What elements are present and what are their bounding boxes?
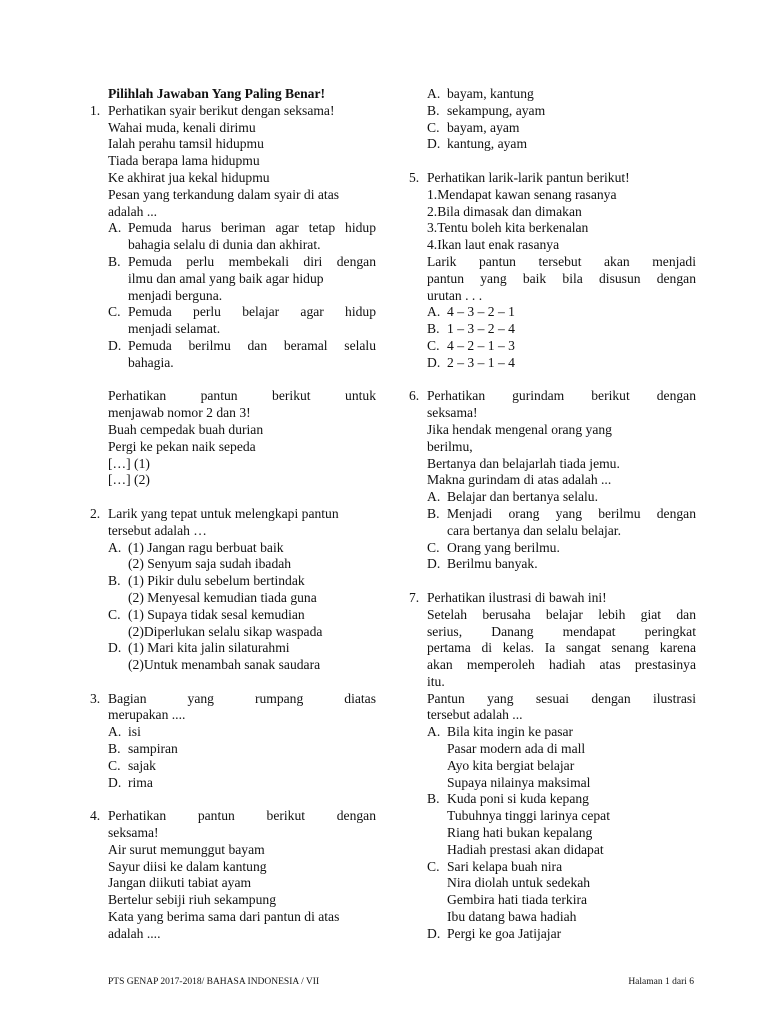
option-letter: C. (108, 606, 121, 622)
passage-line: Setelah berusaha belajar lebih giat dan (427, 606, 696, 622)
option-text: Pemuda harus beriman agar tetap hidup (128, 220, 376, 236)
option-text: Menjadi orang yang berilmu dengan (447, 505, 696, 521)
question-prompt: Pantun yang sesuai dengan ilustrasi (427, 690, 696, 706)
option-letter: A. (108, 539, 122, 555)
option-d[interactable] (108, 640, 376, 674)
question-stem: Perhatikan syair berikut dengan seksama! (108, 102, 335, 118)
option-c[interactable] (108, 758, 376, 775)
option-b[interactable] (108, 573, 376, 607)
passage-line: pertama di kelas. Ia sangat senang karena (427, 640, 696, 656)
option-text: bayam, kantung (447, 86, 534, 101)
option-text: isi (128, 724, 141, 740)
option-text: Bila kita ingin ke pasar (447, 724, 574, 740)
instruction-title: Pilihlah Jawaban Yang Paling Benar! (108, 86, 326, 101)
question-4 (90, 808, 376, 942)
option-text: Supaya nilainya maksimal (447, 774, 591, 790)
option-letter: D. (427, 925, 441, 941)
option-text: sampiran (128, 741, 178, 757)
intro-line: Perhatikan pantun berikut untuk (108, 388, 376, 404)
question-number: 4. (90, 808, 101, 824)
option-text: Ibu datang bawa hadiah (447, 909, 577, 925)
option-text: Gembira hati tiada terkira (447, 892, 588, 908)
option-text: Kuda poni si kuda kepang (447, 791, 589, 807)
option-letter: D. (427, 354, 441, 370)
question-6 (409, 388, 696, 573)
question-prompt: Larik pantun tersebut akan menjadi (427, 253, 696, 269)
option-text: Nira diolah untuk sedekah (447, 875, 591, 891)
option-letter: C. (427, 337, 440, 353)
question-stem: Bagian yang rumpang diatas (108, 690, 376, 706)
option-text: Belajar dan bertanya selalu. (447, 489, 598, 505)
option-letter: C. (427, 119, 440, 135)
question-1 (90, 103, 376, 372)
option-text: (2)Diperlukan selalu sikap waspada (128, 623, 323, 639)
verse-line: […] (2) (108, 472, 150, 488)
option-text: (2) Senyum saja sudah ibadah (128, 556, 292, 572)
option-b[interactable] (427, 506, 696, 540)
passage-line: itu. (427, 673, 445, 689)
option-text: menjadi berguna. (128, 287, 223, 303)
option-text: Sari kelapa buah nira (447, 858, 563, 874)
verse-line: Bertelur sebiji riuh sekampung (108, 892, 276, 908)
option-letter: D. (427, 556, 441, 572)
question-stem: seksama! (427, 405, 478, 421)
verse-line: Jangan diikuti tabiat ayam (108, 875, 252, 891)
option-c[interactable] (427, 859, 696, 926)
option-text: 2 – 3 – 1 – 4 (447, 354, 515, 370)
option-text: 4 – 3 – 2 – 1 (447, 304, 515, 320)
verse-line: Jika hendak mengenal orang yang (427, 421, 612, 437)
option-letter: B. (108, 741, 121, 757)
option-a[interactable] (108, 220, 376, 254)
option-text: Pemuda perlu belajar agar hidup (128, 304, 376, 320)
question-stem: Perhatikan gurindam berikut dengan (427, 388, 696, 404)
question-2 (90, 506, 376, 674)
option-text: Berilmu banyak. (447, 556, 538, 572)
verse-line: berilmu, (427, 438, 473, 454)
question-prompt: Pesan yang terkandung dalam syair di atas (108, 186, 340, 202)
question-stem: Perhatikan pantun berikut dengan (108, 808, 376, 824)
option-b[interactable] (108, 741, 376, 758)
verse-line: Wahai muda, kenali dirimu (108, 119, 256, 135)
question-number: 7. (409, 589, 420, 605)
option-text: ilmu dan amal yang baik agar hidup (128, 270, 324, 286)
intro-line: menjawab nomor 2 dan 3! (108, 405, 251, 421)
option-letter: B. (427, 102, 440, 118)
question-stem: tersebut adalah … (108, 522, 207, 538)
question-prompt: Makna gurindam di atas adalah ... (427, 472, 612, 488)
option-a[interactable] (427, 489, 696, 506)
option-text: menjadi selamat. (128, 321, 221, 337)
option-letter: B. (108, 253, 121, 269)
pantun-line: 3.Tentu boleh kita berkenalan (427, 220, 589, 236)
question-prompt: tersebut adalah ... (427, 707, 523, 723)
question-5 (409, 170, 696, 372)
option-letter: A. (427, 86, 441, 101)
question-4-options (409, 86, 696, 153)
option-text: Riang hati bukan kepalang (447, 825, 593, 841)
option-text: 1 – 3 – 2 – 4 (447, 321, 515, 337)
option-text: 4 – 2 – 1 – 3 (447, 337, 515, 353)
option-d[interactable] (427, 556, 696, 573)
option-letter: B. (427, 791, 440, 807)
option-a[interactable] (427, 86, 696, 103)
option-letter: C. (108, 757, 121, 773)
option-letter: A. (427, 724, 441, 740)
option-text: Hadiah prestasi akan didapat (447, 841, 604, 857)
option-text: Orang yang berilmu. (447, 539, 560, 555)
option-letter: C. (427, 858, 440, 874)
question-number: 5. (409, 169, 420, 185)
left-column (90, 86, 376, 943)
option-text: (2)Untuk menambah sanak saudara (128, 657, 321, 673)
option-text: bayam, ayam (447, 119, 520, 135)
verse-line: Ialah perahu tamsil hidupmu (108, 136, 264, 152)
option-text: sekampung, ayam (447, 102, 546, 118)
question-prompt: Kata yang berima sama dari pantun di atas (108, 909, 340, 925)
verse-line: Air surut memunggut bayam (108, 841, 265, 857)
option-letter: A. (108, 220, 122, 236)
question-prompt: adalah ... (108, 203, 158, 219)
option-text: (1) Pikir dulu sebelum bertindak (128, 573, 305, 589)
option-d[interactable] (108, 338, 376, 372)
question-stem: seksama! (108, 825, 159, 841)
footer-exam-info: PTS GENAP 2017-2018/ BAHASA INDONESIA / VII (108, 977, 320, 987)
option-letter: D. (108, 774, 122, 790)
option-text: Pasar modern ada di mall (447, 741, 586, 757)
option-c[interactable] (108, 304, 376, 338)
option-text: (2) Menyesal kemudian tiada guna (128, 589, 317, 605)
question-3 (90, 691, 376, 792)
question-stem: Perhatikan ilustrasi di bawah ini! (427, 589, 607, 605)
option-text: Pergi ke goa Jatijajar (447, 925, 562, 941)
verse-line: Pergi ke pekan naik sepeda (108, 438, 256, 454)
option-letter: D. (108, 640, 122, 656)
option-text: cara bertanya dan selalu belajar. (447, 522, 621, 538)
option-text: sajak (128, 757, 156, 773)
option-c[interactable] (108, 607, 376, 641)
pantun-line: 4.Ikan laut enak rasanya (427, 237, 560, 253)
option-a[interactable] (108, 540, 376, 574)
option-text: kantung, ayam (447, 136, 528, 152)
option-d[interactable] (108, 775, 376, 792)
option-a[interactable] (427, 724, 696, 791)
pantun-intro (90, 388, 376, 489)
option-c[interactable] (427, 120, 696, 137)
question-stem: Perhatikan larik-larik pantun berikut! (427, 169, 630, 185)
option-d[interactable] (427, 926, 696, 943)
footer-page-number: Halaman 1 dari 6 (628, 977, 694, 987)
question-number: 2. (90, 505, 101, 521)
option-d[interactable] (427, 136, 696, 153)
question-number: 3. (90, 690, 101, 706)
question-stem: Larik yang tepat untuk melengkapi pantun (108, 505, 339, 521)
option-letter: B. (427, 505, 440, 521)
option-text: Pemuda berilmu dan beramal selalu (128, 337, 376, 353)
question-number: 6. (409, 388, 420, 404)
option-text: rima (128, 774, 153, 790)
verse-line: Bertanya dan belajarlah tiada jemu. (427, 455, 620, 471)
option-b[interactable] (108, 254, 376, 304)
option-a[interactable] (108, 724, 376, 741)
question-stem: merupakan .... (108, 707, 186, 723)
option-letter: A. (427, 304, 441, 320)
pantun-line: 1.Mendapat kawan senang rasanya (427, 186, 617, 202)
option-text: Pemuda perlu membekali diri dengan (128, 253, 376, 269)
option-letter: D. (427, 136, 441, 152)
question-prompt: adalah .... (108, 925, 161, 941)
option-b[interactable] (427, 791, 696, 858)
option-letter: D. (108, 337, 122, 353)
question-prompt: pantun yang baik bila disusun dengan (427, 270, 696, 286)
option-text: Ayo kita bergiat belajar (447, 757, 575, 773)
verse-line: Buah cempedak buah durian (108, 421, 264, 437)
question-number: 1. (90, 102, 101, 118)
option-text: (1) Mari kita jalin silaturahmi (128, 640, 290, 656)
option-letter: B. (427, 321, 440, 337)
option-b[interactable] (427, 321, 696, 338)
option-letter: C. (108, 304, 121, 320)
verse-line: Sayur diisi ke dalam kantung (108, 858, 267, 874)
option-text: Tubuhnya tinggi larinya cepat (447, 808, 610, 824)
option-letter: C. (427, 539, 440, 555)
passage-line: serius, Danang mendapat peringkat (427, 623, 696, 639)
option-c[interactable] (427, 540, 696, 557)
option-c[interactable] (427, 338, 696, 355)
verse-line: Tiada berapa lama hidupmu (108, 153, 260, 169)
option-text: bahagia. (128, 354, 174, 370)
verse-line: […] (1) (108, 455, 150, 471)
option-letter: A. (427, 489, 441, 505)
option-b[interactable] (427, 103, 696, 120)
option-text: bahagia selalu di dunia dan akhirat. (128, 237, 321, 253)
option-letter: A. (108, 724, 122, 740)
option-letter: B. (108, 573, 121, 589)
option-text: (1) Jangan ragu berbuat baik (128, 539, 284, 555)
option-d[interactable] (427, 355, 696, 372)
verse-line: Ke akhirat jua kekal hidupmu (108, 169, 270, 185)
right-column (409, 86, 696, 943)
pantun-line: 2.Bila dimasak dan dimakan (427, 203, 582, 219)
passage-line: akan memperoleh hadiah atas prestasinya (427, 657, 696, 673)
option-text: (1) Supaya tidak sesal kemudian (128, 606, 305, 622)
option-a[interactable] (427, 304, 696, 321)
question-prompt: urutan . . . (427, 287, 483, 303)
question-7 (409, 590, 696, 943)
